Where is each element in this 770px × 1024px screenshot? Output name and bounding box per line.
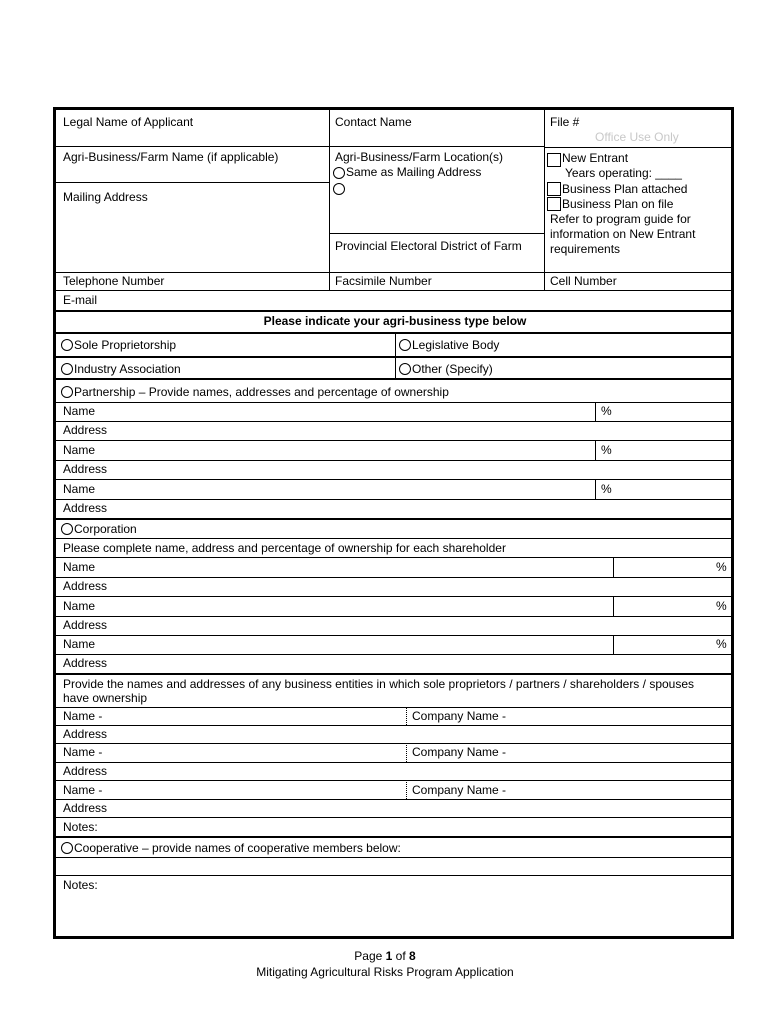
divider bbox=[56, 272, 734, 273]
email-label: E-mail bbox=[63, 293, 98, 307]
partner-name-label: Name bbox=[63, 482, 96, 496]
cooperative-notes-label: Notes: bbox=[63, 878, 98, 892]
application-form bbox=[53, 107, 734, 939]
divider bbox=[56, 817, 734, 818]
other-specify-radio[interactable] bbox=[399, 363, 411, 375]
divider bbox=[613, 557, 614, 577]
divider bbox=[56, 402, 734, 403]
entities-instruction-line1: Provide the names and addresses of any business entities in which sole proprietors / partners / shareholders / spouses bbox=[63, 677, 695, 691]
entity-address-label: Address bbox=[63, 727, 108, 741]
corporation-heading: Corporation bbox=[74, 522, 137, 536]
partner-name-label: Name bbox=[63, 404, 96, 418]
divider bbox=[56, 538, 734, 539]
divider bbox=[613, 596, 614, 616]
corporation-radio[interactable] bbox=[61, 523, 73, 535]
contact-name-label: Contact Name bbox=[335, 115, 412, 129]
refer-note-line2: information on New Entrant bbox=[550, 227, 696, 241]
divider bbox=[56, 799, 734, 800]
entity-name-label: Name - bbox=[63, 783, 103, 797]
divider bbox=[56, 378, 734, 380]
divider bbox=[56, 310, 734, 312]
divider bbox=[56, 725, 734, 726]
divider bbox=[544, 272, 545, 290]
company-name-label: Company Name - bbox=[412, 783, 507, 797]
partner-percent-label: % bbox=[601, 482, 612, 496]
divider bbox=[56, 479, 734, 480]
partnership-heading: Partnership – Provide names, addresses and percentage of ownership bbox=[74, 385, 449, 399]
divider bbox=[56, 857, 734, 858]
entity-address-label: Address bbox=[63, 801, 108, 815]
page-current: 1 bbox=[385, 949, 393, 963]
sole-proprietorship-radio[interactable] bbox=[61, 339, 73, 351]
page-number bbox=[0, 949, 770, 964]
divider bbox=[56, 762, 734, 763]
same-as-mailing-radio[interactable] bbox=[333, 167, 345, 179]
facsimile-label: Facsimile Number bbox=[335, 274, 432, 288]
divider bbox=[56, 616, 734, 617]
new-entrant-label: New Entrant bbox=[562, 151, 629, 165]
office-use-label: Office Use Only bbox=[595, 130, 679, 144]
divider bbox=[56, 836, 734, 838]
divider bbox=[56, 356, 734, 358]
divider bbox=[613, 635, 614, 654]
divider bbox=[56, 182, 329, 183]
legislative-body-label: Legislative Body bbox=[412, 338, 500, 352]
divider bbox=[56, 743, 734, 744]
entity-address-label: Address bbox=[63, 764, 108, 778]
business-plan-attached-label: Business Plan attached bbox=[562, 182, 688, 196]
shareholder-address-label: Address bbox=[63, 656, 108, 670]
divider bbox=[595, 402, 596, 421]
partner-address-label: Address bbox=[63, 423, 108, 437]
divider bbox=[329, 110, 330, 272]
entities-instruction-line2: have ownership bbox=[63, 691, 148, 705]
divider bbox=[56, 635, 734, 636]
file-number-label: File # bbox=[550, 115, 580, 129]
agri-business-location-label: Agri-Business/Farm Location(s) bbox=[335, 150, 504, 164]
divider bbox=[56, 421, 734, 422]
business-plan-attached-checkbox[interactable] bbox=[547, 182, 561, 196]
business-plan-on-file-label: Business Plan on file bbox=[562, 197, 674, 211]
partner-address-label: Address bbox=[63, 462, 108, 476]
same-as-mailing-label: Same as Mailing Address bbox=[346, 165, 482, 179]
years-operating-label: Years operating: ____ bbox=[565, 166, 682, 180]
divider bbox=[56, 146, 544, 147]
divider bbox=[595, 479, 596, 499]
divider bbox=[56, 557, 734, 558]
telephone-label: Telephone Number bbox=[63, 274, 165, 288]
divider bbox=[56, 780, 734, 781]
legislative-body-radio[interactable] bbox=[399, 339, 411, 351]
agri-business-name-label: Agri-Business/Farm Name (if applicable) bbox=[63, 150, 279, 164]
refer-note-line3: requirements bbox=[550, 242, 621, 256]
mailing-address-label: Mailing Address bbox=[63, 190, 148, 204]
divider bbox=[56, 290, 734, 291]
business-type-heading: Please indicate your agri-business type below bbox=[263, 314, 527, 328]
corporation-instruction: Please complete name, address and percentage of ownership for each shareholder bbox=[63, 541, 506, 555]
divider bbox=[406, 743, 407, 762]
divider bbox=[544, 147, 734, 148]
sole-proprietorship-label: Sole Proprietorship bbox=[74, 338, 177, 352]
shareholder-name-label: Name bbox=[63, 599, 96, 613]
new-entrant-checkbox[interactable] bbox=[547, 153, 561, 167]
divider bbox=[56, 596, 734, 597]
page-of: of bbox=[392, 949, 410, 963]
electoral-district-label: Provincial Electoral District of Farm bbox=[335, 239, 522, 253]
divider bbox=[406, 707, 407, 725]
divider bbox=[329, 272, 330, 290]
shareholder-percent-label: % bbox=[716, 599, 727, 613]
divider bbox=[56, 518, 734, 520]
partner-percent-label: % bbox=[601, 404, 612, 418]
shareholder-name-label: Name bbox=[63, 560, 96, 574]
company-name-label: Company Name - bbox=[412, 709, 507, 723]
entity-name-label: Name - bbox=[63, 709, 103, 723]
divider bbox=[56, 499, 734, 500]
shareholder-percent-label: % bbox=[716, 560, 727, 574]
divider bbox=[56, 875, 734, 876]
divider bbox=[56, 460, 734, 461]
partner-percent-label: % bbox=[601, 443, 612, 457]
shareholder-address-label: Address bbox=[63, 618, 108, 632]
document-title: Mitigating Agricultural Risks Program Application bbox=[256, 965, 514, 979]
page-prefix: Page bbox=[354, 949, 386, 963]
company-name-label: Company Name - bbox=[412, 745, 507, 759]
partner-address-label: Address bbox=[63, 501, 108, 515]
other-specify-label: Other (Specify) bbox=[412, 362, 493, 376]
shareholder-percent-label: % bbox=[716, 637, 727, 651]
divider bbox=[595, 440, 596, 460]
industry-association-radio[interactable] bbox=[61, 363, 73, 375]
entity-name-label: Name - bbox=[63, 745, 103, 759]
divider bbox=[56, 654, 734, 655]
divider bbox=[56, 673, 734, 675]
industry-association-label: Industry Association bbox=[74, 362, 181, 376]
business-plan-on-file-checkbox[interactable] bbox=[547, 197, 561, 211]
shareholder-address-label: Address bbox=[63, 579, 108, 593]
partner-name-label: Name bbox=[63, 443, 96, 457]
shareholder-name-label: Name bbox=[63, 637, 96, 651]
entities-notes-label: Notes: bbox=[63, 820, 98, 834]
cell-label: Cell Number bbox=[550, 274, 617, 288]
refer-note-line1: Refer to program guide for bbox=[550, 212, 691, 226]
page-total: 8 bbox=[409, 949, 416, 963]
other-location-radio[interactable] bbox=[333, 183, 345, 195]
divider bbox=[544, 110, 545, 272]
divider bbox=[406, 780, 407, 799]
cooperative-heading: Cooperative – provide names of cooperative members below: bbox=[74, 841, 401, 855]
legal-name-label: Legal Name of Applicant bbox=[63, 115, 194, 129]
partnership-radio[interactable] bbox=[61, 386, 73, 398]
cooperative-radio[interactable] bbox=[61, 842, 73, 854]
divider bbox=[56, 577, 734, 578]
divider bbox=[56, 440, 734, 441]
divider bbox=[329, 233, 544, 234]
divider bbox=[56, 707, 734, 708]
